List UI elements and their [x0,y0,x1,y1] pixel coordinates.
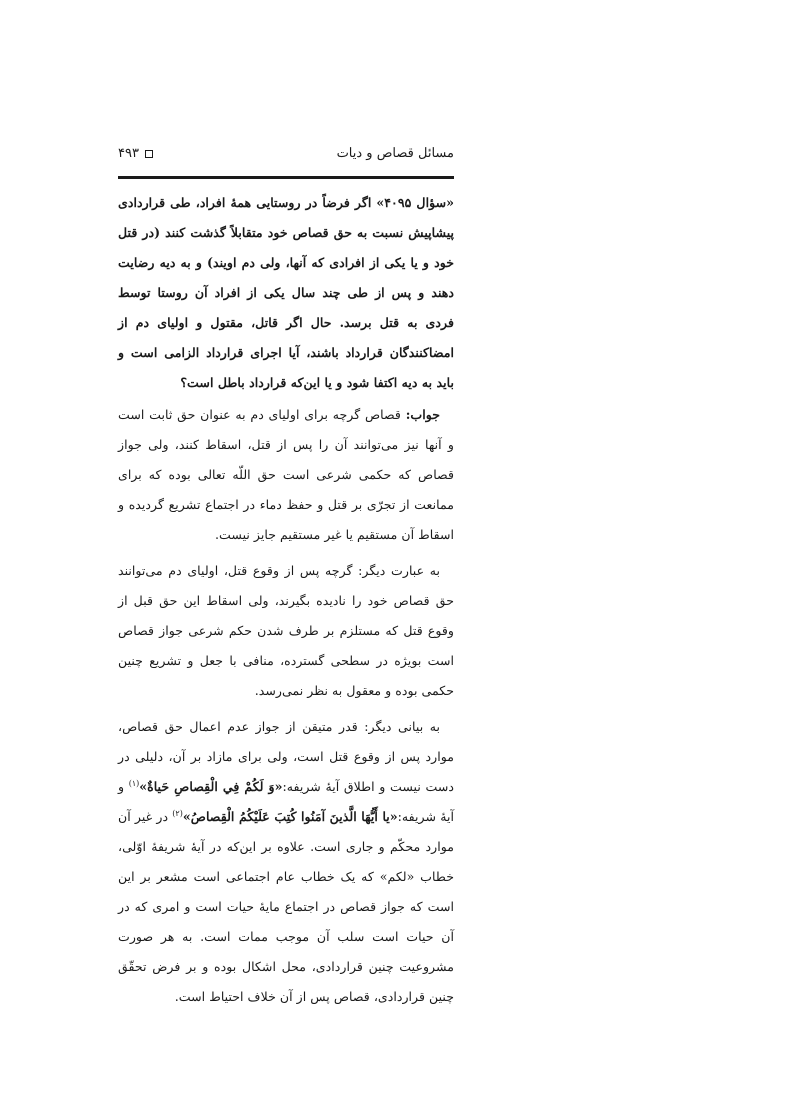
book-page [118,140,454,1012]
quran-verse-1: «وَ لَكُمْ فِي الْقِصاصِ حَياةٌ» [139,779,283,794]
answer-text-3c: در غیر آن موارد محکّم و جاری است. علاوه بر این‌که در آیهٔ شریفهٔ اوّلی، خطاب «لکم» که یک خطاب عام اجتماعی است مشعر بر این است که جواز قصاص در اجتماع مایهٔ حیات است و امری که در آن حیات است سلب آن موجب ممات است. به هر صورت مشروعیت چنین قراردادی، محل اشکال بوده و بر فرض تحقّق چنین قراردادی، قصاص پس از آن خلاف احتیاط است. [118,809,454,1004]
running-title: مسائل قصاص و دیات [336,146,454,161]
answer-paragraph-3 [118,712,454,1012]
answer-text-1: قصاص گرچه برای اولیای دم به عنوان حق ثابت است و آنها نیز می‌توانند آن را پس از قتل، اسقاط کنند، ولی جواز قصاص که حکمی شرعی است حق اللّه تعالی بوده که برای ممانعت از تجرّی بر قتل و حفظ دماء در اجتماع تشریع گردیده و اسقاط آن مستقیم یا غیر مستقیم جایز نیست. [118,407,454,542]
header-rule [118,176,454,179]
answer-paragraph-2: به عبارت دیگر: گرچه پس از وقوع قتل، اولیای دم می‌توانند حق قصاص خود را نادیده بگیرند، ولی اسقاط این حق قبل از وقوع قتل که مستلزم بر طرف شدن حکم شرعی جواز قصاص است بویژه در سطحی گسترده، منافی با جعل و تشریع چنین حکمی بوده و معقول به نظر نمی‌رسد. [118,563,454,698]
page-number-block [118,146,153,161]
answer-label: جواب: [405,407,440,422]
answer-paragraph-1 [118,400,454,550]
square-icon [145,150,153,158]
running-head [118,140,454,166]
page-number: ۴۹۳ [118,146,139,161]
quran-verse-2: «يا أَيُّهَا الَّذينَ آمَنُوا كُتِبَ عَلَيْكُمُ الْقِصاصُ» [182,809,398,824]
answer-text-3b: و آیهٔ شریفه: [118,779,454,824]
footnote-ref-2: (۲) [172,808,183,818]
question-paragraph: «سؤال ۴۰۹۵» اگر فرضاً در روستایی همهٔ افراد، طی قراردادی پیشاپیش نسبت به حق قصاص خود متقابلاً گذشت کنند (در قتل خود و یا یکی از افرادی که آنها، ولی دم اویند) و به دیه رضایت دهند و پس از طی چند سال یکی از افراد آن روستا توسط فردی به قتل برسد. حال اگر قاتل، مقتول و اولیای دم از امضاکنندگان قرارداد باشند، آیا اجرای قرارداد الزامی است و باید به دیه اکتفا شود و یا این‌که قرارداد باطل است؟ [118,195,454,390]
footnote-ref-1: (۱) [128,778,140,788]
answer-text-3a: به بیانی دیگر: قدر متیقن از جواز عدم اعمال حق قصاص، موارد پس از وقوع قتل است، ولی برای مازاد بر آن، دلیلی در دست نیست و اطلاق آیهٔ شریفه: [118,719,454,794]
